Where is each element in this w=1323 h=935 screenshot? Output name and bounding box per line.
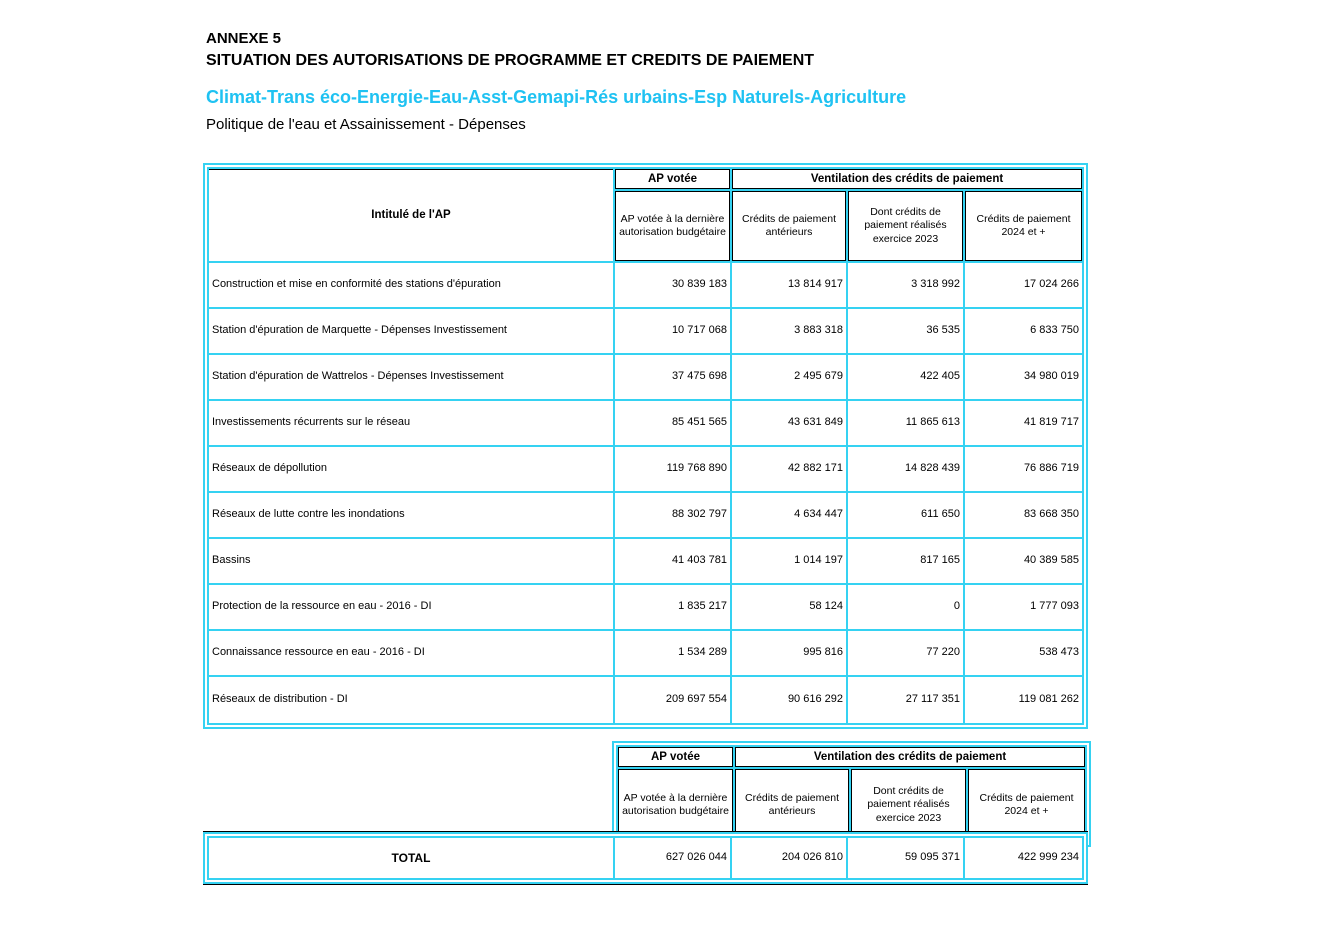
total-value: 204 026 810 — [732, 838, 848, 878]
cell-value: 2 495 679 — [732, 355, 848, 401]
total-value: 422 999 234 — [965, 838, 1082, 878]
cell-value: 4 634 447 — [732, 493, 848, 539]
cell-value: 422 405 — [848, 355, 965, 401]
row-label: Station d'épuration de Wattrelos - Dépenses Investissement — [209, 355, 615, 401]
column-header-intitule: Intitulé de l'AP — [209, 169, 615, 263]
cell-value: 36 535 — [848, 309, 965, 355]
sub-header-dont-credits-2023: Dont crédits de paiement réalisés exercice 2023 — [848, 191, 965, 263]
cell-value: 209 697 554 — [615, 677, 732, 723]
cell-value: 3 883 318 — [732, 309, 848, 355]
row-label: Station d'épuration de Marquette - Dépenses Investissement — [209, 309, 615, 355]
sub-header-credits-2024: Crédits de paiement 2024 et + — [968, 769, 1085, 841]
cell-value: 1 014 197 — [732, 539, 848, 585]
row-label: Investissements récurrents sur le réseau — [209, 401, 615, 447]
cell-value: 995 816 — [732, 631, 848, 677]
cell-value: 1 534 289 — [615, 631, 732, 677]
row-label: Réseaux de dépollution — [209, 447, 615, 493]
sub-header-credits-anterieurs: Crédits de paiement antérieurs — [732, 191, 848, 263]
ap-cp-table — [203, 163, 1088, 729]
cell-value: 34 980 019 — [965, 355, 1082, 401]
row-label: Réseaux de lutte contre les inondations — [209, 493, 615, 539]
cell-value: 42 882 171 — [732, 447, 848, 493]
cell-value: 611 650 — [848, 493, 965, 539]
total-label: TOTAL — [209, 838, 615, 878]
cell-value: 27 117 351 — [848, 677, 965, 723]
sub-header-ap-votee-derniere: AP votée à la dernière autorisation budgétaire — [615, 191, 732, 263]
row-label: Bassins — [209, 539, 615, 585]
row-label: Construction et mise en conformité des stations d'épuration — [209, 263, 615, 309]
cell-value: 30 839 183 — [615, 263, 732, 309]
cell-value: 76 886 719 — [965, 447, 1082, 493]
sub-header-credits-anterieurs: Crédits de paiement antérieurs — [735, 769, 851, 841]
cell-value: 37 475 698 — [615, 355, 732, 401]
cell-value: 538 473 — [965, 631, 1082, 677]
cell-value: 41 403 781 — [615, 539, 732, 585]
sub-header-ap-votee-derniere: AP votée à la dernière autorisation budgétaire — [618, 769, 735, 841]
cell-value: 119 081 262 — [965, 677, 1082, 723]
cell-value: 88 302 797 — [615, 493, 732, 539]
row-label: Connaissance ressource en eau - 2016 - DI — [209, 631, 615, 677]
cell-value: 17 024 266 — [965, 263, 1082, 309]
cell-value: 10 717 068 — [615, 309, 732, 355]
cell-value: 41 819 717 — [965, 401, 1082, 447]
sub-header-credits-2024: Crédits de paiement 2024 et + — [965, 191, 1082, 263]
page-title: SITUATION DES AUTORISATIONS DE PROGRAMME ET CREDITS DE PAIEMENT — [206, 52, 815, 69]
annexe-label: ANNEXE 5 — [206, 30, 282, 47]
document-header — [206, 30, 906, 133]
cell-value: 3 318 992 — [848, 263, 965, 309]
row-label: Protection de la ressource en eau - 2016 - DI — [209, 585, 615, 631]
total-row — [203, 831, 1088, 885]
policy-subtitle: Climat-Trans éco-Energie-Eau-Asst-Gemapi-Rés urbains-Esp Naturels-Agriculture — [206, 87, 907, 107]
total-value: 59 095 371 — [848, 838, 965, 878]
section-title: Politique de l'eau et Assainissement - Dépenses — [206, 116, 526, 133]
sub-header-dont-credits-2023: Dont crédits de paiement réalisés exercice 2023 — [851, 769, 968, 841]
cell-value: 1 777 093 — [965, 585, 1082, 631]
cell-value: 817 165 — [848, 539, 965, 585]
cell-value: 6 833 750 — [965, 309, 1082, 355]
cell-value: 0 — [848, 585, 965, 631]
row-label: Réseaux de distribution - DI — [209, 677, 615, 723]
cell-value: 14 828 439 — [848, 447, 965, 493]
total-value: 627 026 044 — [615, 838, 732, 878]
group-header-ventilation: Ventilation des crédits de paiement — [732, 169, 1082, 191]
cell-value: 40 389 585 — [965, 539, 1082, 585]
cell-value: 43 631 849 — [732, 401, 848, 447]
cell-value: 13 814 917 — [732, 263, 848, 309]
cell-value: 83 668 350 — [965, 493, 1082, 539]
cell-value: 58 124 — [732, 585, 848, 631]
group-header-ap-votee: AP votée — [618, 747, 735, 769]
group-header-ap-votee: AP votée — [615, 169, 732, 191]
cell-value: 85 451 565 — [615, 401, 732, 447]
group-header-ventilation: Ventilation des crédits de paiement — [735, 747, 1085, 769]
cell-value: 119 768 890 — [615, 447, 732, 493]
cell-value: 90 616 292 — [732, 677, 848, 723]
cell-value: 1 835 217 — [615, 585, 732, 631]
cell-value: 77 220 — [848, 631, 965, 677]
cell-value: 11 865 613 — [848, 401, 965, 447]
